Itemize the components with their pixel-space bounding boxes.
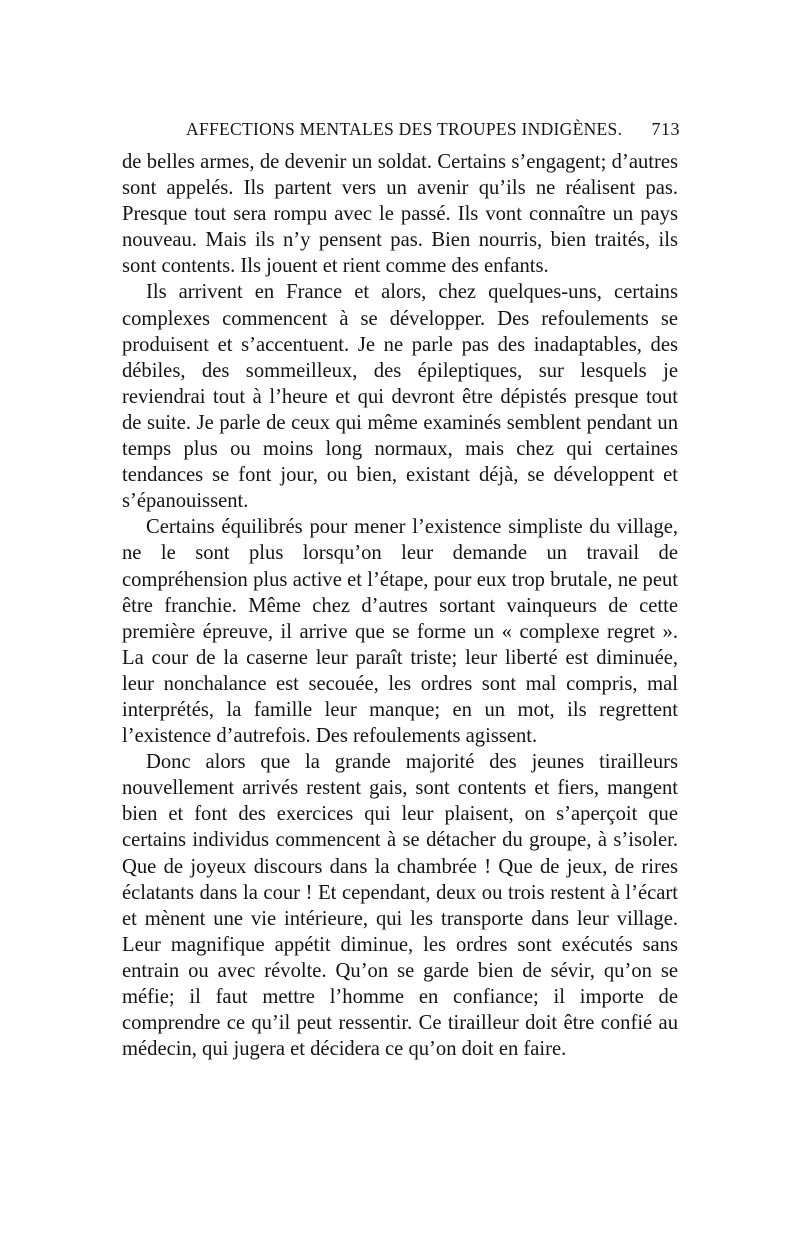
page-number: 713 xyxy=(651,119,680,139)
paragraph-2: Ils arrivent en France et alors, chez quelques-uns, certains complexes commencent à se développer. Des refoulements se produisent et s’accentuent. Je ne parle pas des inadaptables, des débiles, des sommeilleux, des épileptiques, sur lesquels je reviendrai tout à l’heure et qui devront être dépistés presque tout de suite. Je parle de ceux qui même examinés semblent pendant un temps plus ou moins long normaux, mais chez qui certaines tendances se font jour, ou bien, existant déjà, se développent et s’épanouissent. xyxy=(122,281,678,513)
body-text xyxy=(122,149,678,1062)
running-title: AFFECTIONS MENTALES DES TROUPES INDIGÈNES. xyxy=(186,119,623,139)
page-header xyxy=(120,116,680,142)
paragraph-3: Certains équilibrés pour mener l’existence simpliste du village, ne le sont plus lorsqu’on leur demande un travail de compréhension plus active et l’étape, pour eux trop brutale, ne peut être franchie. Même chez d’autres sortant vainqueurs de cette première épreuve, il arrive que se forme un « complexe regret ». La cour de la caserne leur paraît triste; leur liberté est diminuée, leur nonchalance est secouée, les ordres sont mal compris, mal interprétés, la famille leur manque; en un mot, ils regrettent l’existence d’autrefois. Des refoulements agissent. xyxy=(122,516,678,748)
paragraph-1: de belles armes, de devenir un soldat. Certains s’engagent; d’autres sont appelés. Ils partent vers un avenir qu’ils ne réalisent pas. Presque tout sera rompu avec le passé. Ils vont connaître un pays nouveau. Mais ils n’y pensent pas. Bien nourris, bien traités, ils sont contents. Ils jouent et rient comme des enfants. xyxy=(122,151,678,278)
paragraph-4: Donc alors que la grande majorité des jeunes tirailleurs nouvellement arrivés restent gais, sont contents et fiers, mangent bien et font des exercices qui leur plaisent, on s’aperçoit que certains individus commencent à se détacher du groupe, à s’isoler. Que de joyeux discours dans la chambrée ! Que de jeux, de rires éclatants dans la cour ! Et cependant, deux ou trois restent à l’écart et mènent une vie intérieure, qui les transporte dans leur village. Leur magnifique appétit diminue, les ordres sont exécutés sans entrain ou avec révolte. Qu’on se garde bien de sévir, qu’on se méfie; il faut mettre l’homme en confiance; il importe de comprendre ce qu’il peut ressentir. Ce tirailleur doit être confié au médecin, qui jugera et décidera ce qu’on doit en faire. xyxy=(122,751,678,1061)
